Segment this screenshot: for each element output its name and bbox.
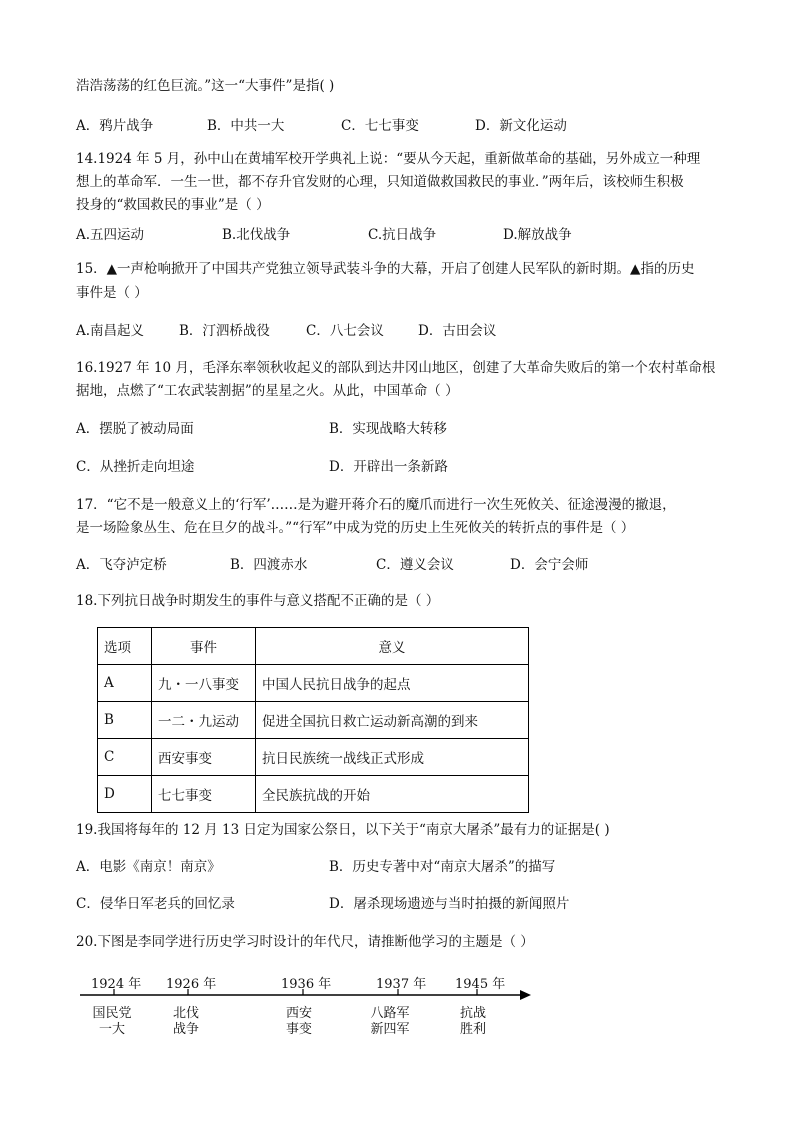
table-cell: C bbox=[98, 739, 152, 776]
timeline-event bbox=[279, 1006, 319, 1038]
q14-option-a: A.五四运动 bbox=[76, 227, 145, 243]
timeline-year: 1936 年 bbox=[281, 977, 332, 992]
q18-title: 18.下列抗日战争时期发生的事件与意义搭配不正确的是（ ） bbox=[76, 593, 440, 609]
q15-option-c: C．八七会议 bbox=[306, 323, 384, 339]
table-header-cell: 事件 bbox=[152, 628, 256, 665]
q19-title: 19.我国将每年的 12 月 13 日定为国家公祭日，以下关于“南京大屠杀”最有力的证据是( ) bbox=[76, 822, 610, 838]
q20-title: 20.下图是李同学进行历史学习时设计的年代尺，请推断他学习的主题是（ ） bbox=[76, 934, 534, 950]
q17-line-2: 是一场险象丛生、危在旦夕的战斗。”“行军”中成为党的历史上生死攸关的转折点的事件是（ ） bbox=[76, 520, 635, 536]
q13-option-b: B．中共一大 bbox=[207, 118, 285, 134]
q16-option-a: A．摆脱了被动局面 bbox=[76, 421, 194, 437]
table-cell: D bbox=[98, 776, 152, 813]
table-cell: A bbox=[98, 665, 152, 702]
q17-option-b: B．四渡赤水 bbox=[230, 557, 308, 573]
q13-option-a: A．鸦片战争 bbox=[76, 118, 154, 134]
q16-line-2: 据地，点燃了“工农武装割据”的星星之火。从此，中国革命（ ） bbox=[76, 383, 459, 399]
table-cell: 中国人民抗日战争的起点 bbox=[256, 665, 529, 702]
timeline-year: 1945 年 bbox=[455, 977, 506, 992]
q19-option-d: D．屠杀现场遗迹与当时拍摄的新闻照片 bbox=[329, 896, 570, 912]
table-cell: 抗日民族统一战线正式形成 bbox=[256, 739, 529, 776]
q14-option-b: B.北伐战争 bbox=[222, 227, 291, 243]
timeline-event-line: 北伐 bbox=[172, 1006, 199, 1021]
q17-line-1: 17．“它不是一般意义上的‘行军’……是为避开蒋介石的魔爪而进行一次生死攸关、征途漫漫的撤退， bbox=[76, 497, 676, 513]
q16-option-d: D．开辟出一条新路 bbox=[329, 459, 448, 475]
q14-option-c: C.抗日战争 bbox=[368, 227, 437, 243]
timeline-event-line: 事变 bbox=[285, 1022, 312, 1037]
q14-line-2: 想上的革命军．一生一世，都不存升官发财的心理，只知道做救国救民的事业．”两年后，该校师生积极 bbox=[76, 174, 684, 190]
q15-line-2: 事件是（ ） bbox=[76, 285, 148, 301]
timeline-event bbox=[166, 1006, 206, 1038]
timeline-event-line: 西安 bbox=[285, 1006, 312, 1021]
q16-line-1: 16.1927 年 10 月，毛泽东率领秋收起义的部队到达井冈山地区，创建了大革命失败后的第一个农村革命根 bbox=[76, 360, 716, 376]
q19-option-b: B．历史专著中对“南京大屠杀”的描写 bbox=[329, 859, 556, 875]
q13-option-c: C．七七事变 bbox=[341, 118, 419, 134]
q16-option-c: C．从挫折走向坦途 bbox=[76, 459, 195, 475]
q14-option-d: D.解放战争 bbox=[503, 227, 572, 243]
timeline-event-line: 一大 bbox=[98, 1022, 125, 1037]
table-cell: 促进全国抗日救亡运动新高潮的到来 bbox=[256, 702, 529, 739]
timeline-event-line: 战争 bbox=[172, 1022, 199, 1037]
q15-option-d: D．古田会议 bbox=[418, 323, 497, 339]
timeline-year: 1937 年 bbox=[376, 977, 427, 992]
timeline-event-line: 胜利 bbox=[459, 1022, 486, 1037]
table-cell: B bbox=[98, 702, 152, 739]
table-cell: 七七事变 bbox=[152, 776, 256, 813]
table-cell: 九・一八事变 bbox=[152, 665, 256, 702]
q16-option-b: B．实现战略大转移 bbox=[329, 421, 447, 437]
table-header-cell: 意义 bbox=[256, 628, 529, 665]
q17-option-a: A．飞夺泸定桥 bbox=[76, 557, 167, 573]
q15-option-b: B．汀泗桥战役 bbox=[179, 323, 270, 339]
q14-line-1: 14.1924 年 5 月，孙中山在黄埔军校开学典礼上说：“要从今天起，重新做革命的基础，另外成立一种理 bbox=[76, 151, 701, 167]
q19-option-a: A．电影《南京！南京》 bbox=[76, 859, 221, 875]
timeline-event bbox=[453, 1006, 493, 1038]
timeline-event-line: 新四军 bbox=[370, 1022, 410, 1037]
q15-option-a: A.南昌起义 bbox=[76, 323, 145, 339]
table-cell: 西安事变 bbox=[152, 739, 256, 776]
q13-text: 浩浩荡荡的红色巨流。”这一“大事件”是指( ) bbox=[76, 78, 335, 94]
timeline-event bbox=[88, 1006, 136, 1038]
timeline-event-line: 抗战 bbox=[459, 1006, 486, 1021]
q13-option-d: D．新文化运动 bbox=[475, 118, 567, 134]
q17-option-c: C．遵义会议 bbox=[376, 557, 454, 573]
q14-line-3: 投身的“救国救民的事业”是（ ） bbox=[76, 197, 270, 213]
timeline-event-line: 八路军 bbox=[370, 1006, 410, 1021]
timeline-year: 1924 年 bbox=[91, 977, 142, 992]
q15-line-1: 15．▲一声枪响掀开了中国共产党独立领导武装斗争的大幕，开启了创建人民军队的新时期。▲指的历史 bbox=[76, 261, 695, 277]
timeline-event-line: 国民党 bbox=[92, 1006, 132, 1021]
q17-option-d: D．会宁会师 bbox=[510, 557, 589, 573]
table-cell: 全民族抗战的开始 bbox=[256, 776, 529, 813]
table-header-cell: 选项 bbox=[98, 628, 152, 665]
timeline-event bbox=[364, 1006, 416, 1038]
timeline-year: 1926 年 bbox=[166, 977, 217, 992]
table-cell: 一二・九运动 bbox=[152, 702, 256, 739]
q19-option-c: C．侵华日军老兵的回忆录 bbox=[76, 896, 235, 912]
